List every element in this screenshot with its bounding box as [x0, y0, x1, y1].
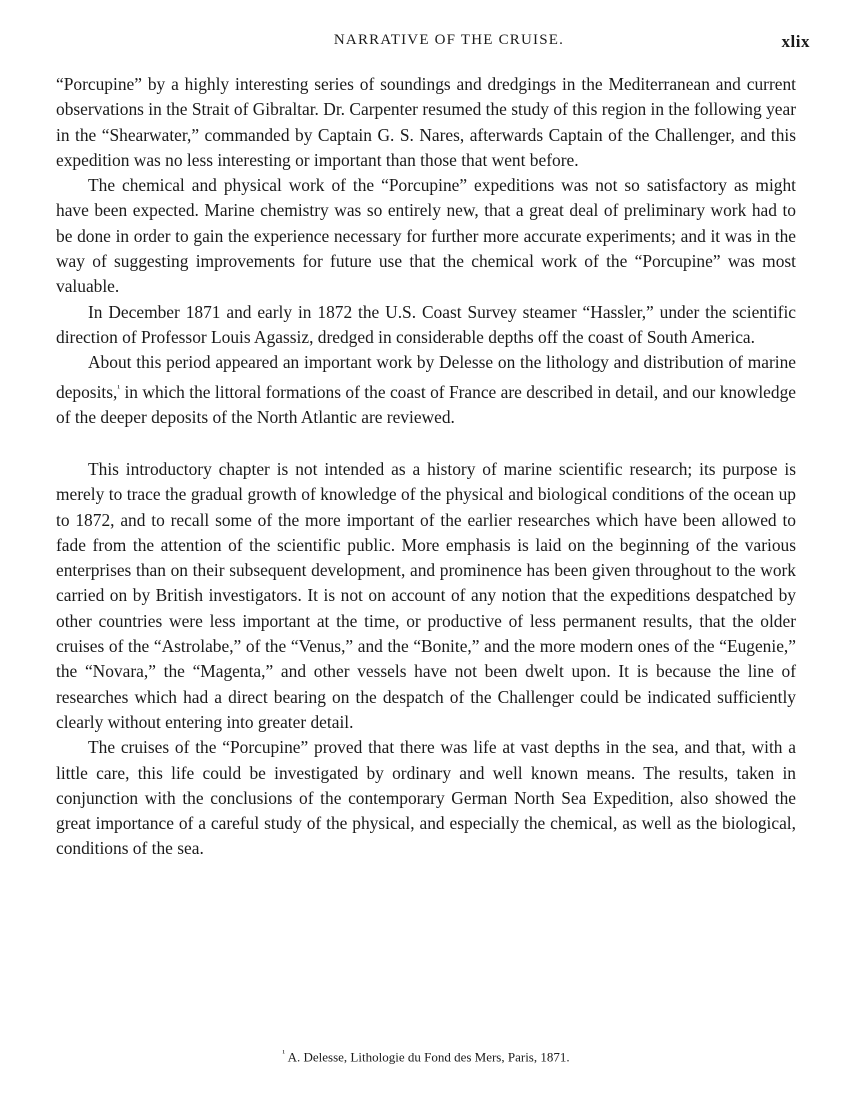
running-title: NARRATIVE OF THE CRUISE.: [333, 32, 565, 48]
paragraph-introductory-chapter: This introductory chapter is not intended as a history of marine scientific research; its purpose is merely to trace the gradual growth of knowledge of the physical and biological conditions of the ocean up to 1872, and to recall some of the more important of the earlier researches which have been allowed to fade from the attention of the scientific public. More emphasis is laid on the beginning of the various enterprises than on their subsequent development, and prominence has been given throughout to the work carried on by British investigators. It is not on account of any notion that the expeditions despatched by other countries were less important at the time, or productive of less permanent results, that the older cruises of the “Astrolabe,” of the “Venus,” and the “Bonite,” and the more modern ones of the “Eugenie,” the “Novara,” the “Magenta,” and other vessels have not been dwelt upon. It is because the line of researches which had a direct bearing on the despatch of the Challenger could be indicated sufficiently clearly without entering into greater detail.: [56, 458, 796, 732]
running-head: [88, 32, 810, 54]
delesse-text-part-1: About this period appeared an important work by Delesse on the lithology and distribution of marine deposits,: [56, 352, 796, 402]
footnote-reference: ¹: [117, 382, 121, 393]
footnote-mark: ¹: [282, 1048, 286, 1058]
footnote: [56, 1045, 796, 1065]
section-gap: [56, 430, 796, 457]
paragraph-porcupine-results: The cruises of the “Porcupine” proved that there was life at vast depths in the sea, and that, with a little care, this life could be investigated by ordinary and well known means. The results, taken in conjunction with the conclusions of the contemporary German North Sea Expedition, also showed the great importance of a careful study of the physical, and especially the chemical, as well as the biological, conditions of the sea.: [56, 737, 796, 859]
paragraph-porcupine-continuation: “Porcupine” by a highly interesting series of soundings and dredgings in the Mediterranean and current observations in the Strait of Gibraltar. Dr. Carpenter resumed the study of this region in the following year in the “Shearwater,” commanded by Captain G. S. Nares, afterwards Captain of the Challenger, and this expedition was no less interesting or important than those that went before.: [56, 74, 796, 170]
footnote-text: A. Delesse, Lithologie du Fond des Mers, Paris, 1871.: [285, 1049, 570, 1065]
delesse-text-part-2: in which the littoral formations of the coast of France are described in detail, and our knowledge of the deeper deposits of the North Atlantic are reviewed.: [56, 381, 796, 427]
paragraph-hassler: In December 1871 and early in 1872 the U.S. Coast Survey steamer “Hassler,” under the scientific direction of Professor Louis Agassiz, dredged in considerable depths off the coast of South America.: [56, 301, 796, 347]
page-number: xlix: [781, 32, 810, 51]
paragraph-chemical-physical-work: The chemical and physical work of the “Porcupine” expeditions was not so satisfactory as might have been expected. Marine chemistry was so entirely new, that a great deal of preliminary work had to be done in order to gain the experience necessary for further more accurate experiments; and it was in the way of suggesting improvements for future use that the chemical work of the “Porcupine” was most valuable.: [56, 175, 796, 297]
body-text: [56, 72, 796, 862]
paragraph-delesse: [56, 350, 796, 430]
